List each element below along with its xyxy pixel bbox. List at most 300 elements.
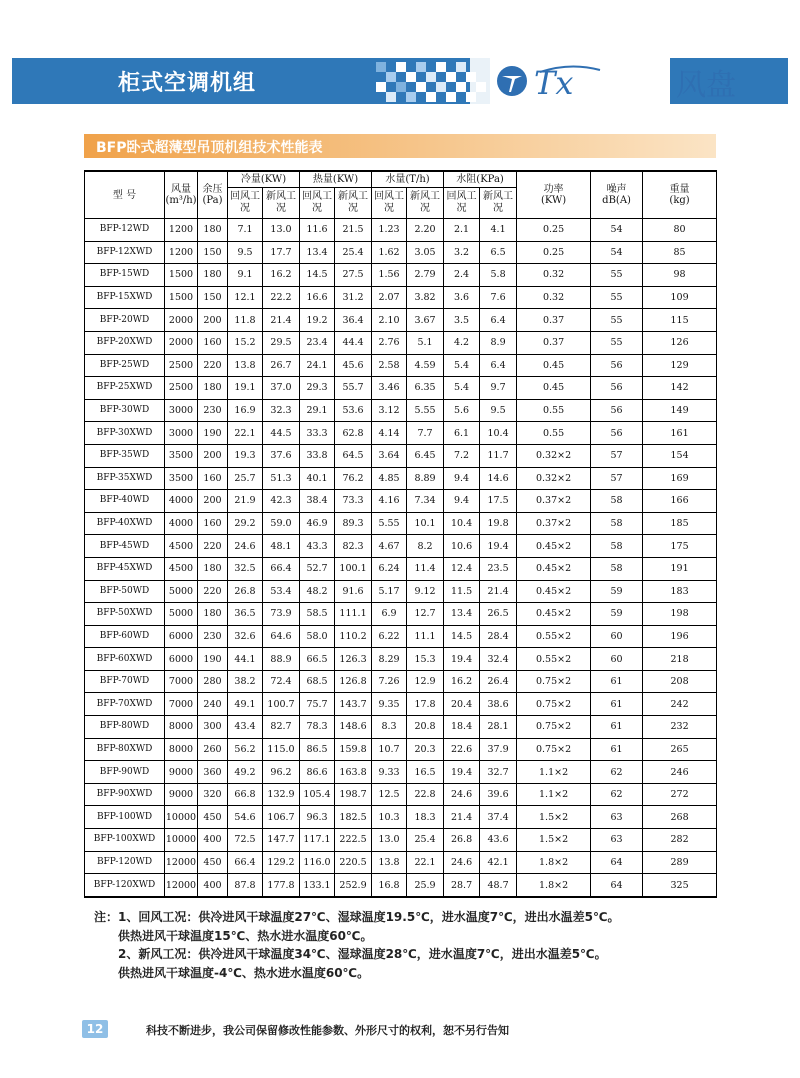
- subheader-fresh-air: 新风工况: [480, 188, 517, 219]
- table-cell: 6.4: [480, 354, 517, 377]
- table-cell: 16.9: [228, 399, 263, 422]
- table-cell: 9.1: [228, 264, 263, 287]
- subheader-fresh-air: 新风工况: [335, 188, 372, 219]
- table-cell: 252.9: [335, 874, 372, 897]
- header-water-resistance: 水阻(KPa): [444, 171, 517, 188]
- table-cell: 82.3: [335, 535, 372, 558]
- table-cell: 58.0: [300, 625, 335, 648]
- table-cell: 14.6: [480, 467, 517, 490]
- table-cell: 3.82: [407, 286, 444, 309]
- table-cell: 18.4: [444, 716, 480, 739]
- page-title: 柜式空调机组: [118, 71, 257, 96]
- table-cell: 64.6: [263, 625, 300, 648]
- header-power: 功率 (KW): [517, 171, 591, 219]
- table-cell: 23.4: [300, 331, 335, 354]
- table-cell: 91.6: [335, 580, 372, 603]
- table-cell: 272: [643, 783, 717, 806]
- table-cell: BFP-12XWD: [85, 241, 165, 264]
- table-cell: 5.8: [480, 264, 517, 287]
- table-cell: BFP-15WD: [85, 264, 165, 287]
- table-cell: 268: [643, 806, 717, 829]
- table-cell: 19.2: [300, 309, 335, 332]
- table-cell: 26.4: [480, 670, 517, 693]
- table-cell: 169: [643, 467, 717, 490]
- table-cell: 28.1: [480, 716, 517, 739]
- table-cell: 218: [643, 648, 717, 671]
- table-cell: 0.75×2: [517, 738, 591, 761]
- table-cell: 16.2: [263, 264, 300, 287]
- table-cell: 3500: [165, 444, 198, 467]
- table-cell: 111.1: [335, 603, 372, 626]
- table-cell: 0.37×2: [517, 512, 591, 535]
- table-cell: 7.34: [407, 490, 444, 513]
- header-water-flow: 水量(T/h): [372, 171, 444, 188]
- table-cell: 21.4: [480, 580, 517, 603]
- table-cell: 8.89: [407, 467, 444, 490]
- table-cell: 126.8: [335, 670, 372, 693]
- table-cell: 175: [643, 535, 717, 558]
- table-cell: 150: [198, 241, 228, 264]
- table-cell: 37.9: [480, 738, 517, 761]
- header-weight: 重量 (kg): [643, 171, 717, 219]
- table-cell: 9.4: [444, 467, 480, 490]
- table-cell: 8000: [165, 716, 198, 739]
- table-cell: 16.5: [407, 761, 444, 784]
- header-cooling: 冷量(KW): [228, 171, 300, 188]
- table-cell: 58.5: [300, 603, 335, 626]
- table-cell: 59: [591, 580, 643, 603]
- table-cell: 59.0: [263, 512, 300, 535]
- table-cell: 15.2: [228, 331, 263, 354]
- table-cell: 320: [198, 783, 228, 806]
- table-cell: 6000: [165, 648, 198, 671]
- table-cell: 0.45×2: [517, 557, 591, 580]
- table-cell: 5.55: [407, 399, 444, 422]
- table-row: [85, 309, 717, 332]
- table-row: [85, 286, 717, 309]
- table-cell: 191: [643, 557, 717, 580]
- table-cell: 180: [198, 264, 228, 287]
- table-cell: BFP-50WD: [85, 580, 165, 603]
- table-cell: 14.5: [300, 264, 335, 287]
- table-cell: 180: [198, 557, 228, 580]
- table-cell: 64: [591, 851, 643, 874]
- table-cell: 62: [591, 783, 643, 806]
- table-cell: 86.6: [300, 761, 335, 784]
- table-cell: 61: [591, 716, 643, 739]
- table-cell: 15.3: [407, 648, 444, 671]
- table-row: [85, 422, 717, 445]
- table-cell: 55: [591, 264, 643, 287]
- table-cell: 43.4: [228, 716, 263, 739]
- table-cell: 142: [643, 377, 717, 400]
- table-cell: 33.3: [300, 422, 335, 445]
- subheader-return-air: 回风工况: [228, 188, 263, 219]
- table-cell: 44.5: [263, 422, 300, 445]
- table-row: [85, 829, 717, 852]
- table-cell: 23.5: [480, 557, 517, 580]
- table-cell: 80: [643, 219, 717, 242]
- table-cell: 10.3: [372, 806, 407, 829]
- table-cell: 148.6: [335, 716, 372, 739]
- table-cell: 37.0: [263, 377, 300, 400]
- subheader-return-air: 回风工况: [300, 188, 335, 219]
- table-cell: 450: [198, 806, 228, 829]
- table-cell: 16.8: [372, 874, 407, 897]
- table-cell: 11.8: [228, 309, 263, 332]
- table-cell: 115.0: [263, 738, 300, 761]
- table-cell: 1.62: [372, 241, 407, 264]
- table-cell: 21.4: [263, 309, 300, 332]
- table-cell: 56: [591, 399, 643, 422]
- table-cell: 49.1: [228, 693, 263, 716]
- table-cell: 9.33: [372, 761, 407, 784]
- table-cell: 13.4: [300, 241, 335, 264]
- table-cell: 25.4: [335, 241, 372, 264]
- table-cell: 7.26: [372, 670, 407, 693]
- brand-logo-icon: [490, 54, 670, 108]
- table-cell: 11.1: [407, 625, 444, 648]
- table-cell: 29.3: [300, 377, 335, 400]
- table-row: [85, 670, 717, 693]
- table-cell: 133.1: [300, 874, 335, 897]
- table-cell: 38.6: [480, 693, 517, 716]
- table-cell: 13.0: [263, 219, 300, 242]
- table-cell: 7000: [165, 670, 198, 693]
- table-cell: BFP-100WD: [85, 806, 165, 829]
- table-cell: 64.5: [335, 444, 372, 467]
- table-cell: 126: [643, 331, 717, 354]
- table-cell: 18.3: [407, 806, 444, 829]
- spec-table: [84, 170, 717, 898]
- table-cell: 11.6: [300, 219, 335, 242]
- subheader-fresh-air: 新风工况: [407, 188, 444, 219]
- table-row: [85, 580, 717, 603]
- table-cell: 109: [643, 286, 717, 309]
- header-model: 型 号: [85, 171, 165, 219]
- table-cell: 36.4: [335, 309, 372, 332]
- table-cell: 0.32×2: [517, 467, 591, 490]
- table-cell: 56.2: [228, 738, 263, 761]
- subheader-return-air: 回风工况: [444, 188, 480, 219]
- table-cell: 61: [591, 693, 643, 716]
- table-cell: 51.3: [263, 467, 300, 490]
- table-cell: 196: [643, 625, 717, 648]
- table-cell: 72.4: [263, 670, 300, 693]
- table-cell: 180: [198, 219, 228, 242]
- table-cell: 4500: [165, 535, 198, 558]
- table-cell: 6.5: [480, 241, 517, 264]
- header-noise: 噪声 dB(A): [591, 171, 643, 219]
- table-cell: 40.1: [300, 467, 335, 490]
- table-cell: 159.8: [335, 738, 372, 761]
- table-cell: 100.7: [263, 693, 300, 716]
- table-row: [85, 535, 717, 558]
- table-cell: 21.9: [228, 490, 263, 513]
- table-cell: 10000: [165, 829, 198, 852]
- table-cell: 6.24: [372, 557, 407, 580]
- table-cell: 20.8: [407, 716, 444, 739]
- table-cell: 282: [643, 829, 717, 852]
- table-cell: 58: [591, 557, 643, 580]
- table-cell: 48.2: [300, 580, 335, 603]
- table-cell: 21.4: [444, 806, 480, 829]
- table-cell: 66.4: [263, 557, 300, 580]
- table-cell: 3.46: [372, 377, 407, 400]
- table-cell: 8.29: [372, 648, 407, 671]
- table-cell: BFP-120WD: [85, 851, 165, 874]
- table-cell: 26.8: [228, 580, 263, 603]
- table-cell: BFP-90XWD: [85, 783, 165, 806]
- table-cell: 19.4: [444, 648, 480, 671]
- table-cell: 56: [591, 354, 643, 377]
- table-cell: 44.1: [228, 648, 263, 671]
- table-cell: 9.5: [228, 241, 263, 264]
- table-cell: 100.1: [335, 557, 372, 580]
- table-cell: 198.7: [335, 783, 372, 806]
- table-cell: 8000: [165, 738, 198, 761]
- table-cell: 43.6: [480, 829, 517, 852]
- table-cell: 2.07: [372, 286, 407, 309]
- table-cell: 12.4: [444, 557, 480, 580]
- table-row: [85, 693, 717, 716]
- table-cell: 19.4: [444, 761, 480, 784]
- table-cell: 25.4: [407, 829, 444, 852]
- table-cell: 2.20: [407, 219, 444, 242]
- table-cell: 0.75×2: [517, 693, 591, 716]
- table-cell: 12000: [165, 874, 198, 897]
- table-cell: 9.12: [407, 580, 444, 603]
- table-row: [85, 557, 717, 580]
- table-cell: 24.6: [444, 783, 480, 806]
- table-cell: 9000: [165, 783, 198, 806]
- table-cell: 54.6: [228, 806, 263, 829]
- table-cell: 126.3: [335, 648, 372, 671]
- table-cell: 22.2: [263, 286, 300, 309]
- table-cell: 6.35: [407, 377, 444, 400]
- table-cell: 0.37×2: [517, 490, 591, 513]
- table-cell: 116.0: [300, 851, 335, 874]
- table-cell: BFP-60WD: [85, 625, 165, 648]
- table-row: [85, 264, 717, 287]
- table-cell: 4.2: [444, 331, 480, 354]
- table-cell: 25.9: [407, 874, 444, 897]
- table-cell: 3000: [165, 399, 198, 422]
- table-cell: 360: [198, 761, 228, 784]
- table-cell: 61: [591, 670, 643, 693]
- table-cell: 0.37: [517, 331, 591, 354]
- table-cell: 24.6: [444, 851, 480, 874]
- table-cell: 17.5: [480, 490, 517, 513]
- table-cell: 36.5: [228, 603, 263, 626]
- table-cell: 3.64: [372, 444, 407, 467]
- table-cell: 24.1: [300, 354, 335, 377]
- table-cell: 89.3: [335, 512, 372, 535]
- table-cell: 220: [198, 535, 228, 558]
- table-row: [85, 783, 717, 806]
- table-cell: 325: [643, 874, 717, 897]
- table-cell: 38.2: [228, 670, 263, 693]
- table-cell: 0.25: [517, 241, 591, 264]
- table-cell: 28.7: [444, 874, 480, 897]
- table-cell: 265: [643, 738, 717, 761]
- table-cell: 1.56: [372, 264, 407, 287]
- checker-pattern: [370, 58, 490, 104]
- table-cell: 61: [591, 738, 643, 761]
- table-cell: 161: [643, 422, 717, 445]
- table-cell: 0.25: [517, 219, 591, 242]
- table-cell: 200: [198, 490, 228, 513]
- table-cell: 9.7: [480, 377, 517, 400]
- table-cell: 1.8×2: [517, 874, 591, 897]
- table-cell: 190: [198, 648, 228, 671]
- table-cell: 55.7: [335, 377, 372, 400]
- table-cell: 58: [591, 512, 643, 535]
- table-cell: 11.4: [407, 557, 444, 580]
- table-cell: 66.4: [228, 851, 263, 874]
- note-line: 注：1、回风工况：供冷进风干球温度27℃、湿球温度19.5℃，进水温度7℃，进出水温差5℃。: [94, 910, 620, 924]
- table-cell: 52.7: [300, 557, 335, 580]
- table-cell: 4.14: [372, 422, 407, 445]
- table-cell: 1.1×2: [517, 783, 591, 806]
- table-cell: 73.9: [263, 603, 300, 626]
- table-cell: 1500: [165, 264, 198, 287]
- table-cell: 230: [198, 625, 228, 648]
- table-cell: BFP-60XWD: [85, 648, 165, 671]
- table-cell: 42.1: [480, 851, 517, 874]
- table-cell: 0.55: [517, 399, 591, 422]
- table-cell: 44.4: [335, 331, 372, 354]
- table-cell: 63: [591, 806, 643, 829]
- table-cell: 185: [643, 512, 717, 535]
- table-cell: 190: [198, 422, 228, 445]
- table-cell: BFP-45WD: [85, 535, 165, 558]
- table-cell: 6.1: [444, 422, 480, 445]
- table-row: [85, 354, 717, 377]
- table-cell: 26.7: [263, 354, 300, 377]
- table-cell: 33.8: [300, 444, 335, 467]
- table-cell: 240: [198, 693, 228, 716]
- table-row: [85, 377, 717, 400]
- table-cell: 1.23: [372, 219, 407, 242]
- table-cell: 86.5: [300, 738, 335, 761]
- table-cell: BFP-20XWD: [85, 331, 165, 354]
- table-cell: 9000: [165, 761, 198, 784]
- note-line: 供热进风干球温度15℃、热水进水温度60℃。: [118, 928, 373, 943]
- table-cell: 129.2: [263, 851, 300, 874]
- table-cell: 19.1: [228, 377, 263, 400]
- table-cell: 180: [198, 603, 228, 626]
- table-cell: 11.5: [444, 580, 480, 603]
- table-cell: 27.5: [335, 264, 372, 287]
- table-cell: 56: [591, 422, 643, 445]
- table-cell: 26.5: [480, 603, 517, 626]
- table-cell: 10.1: [407, 512, 444, 535]
- table-row: [85, 444, 717, 467]
- table-cell: 0.45: [517, 354, 591, 377]
- table-cell: BFP-70WD: [85, 670, 165, 693]
- table-cell: 2.58: [372, 354, 407, 377]
- table-cell: BFP-90WD: [85, 761, 165, 784]
- table-cell: 20.4: [444, 693, 480, 716]
- table-cell: 43.3: [300, 535, 335, 558]
- table-cell: 1500: [165, 286, 198, 309]
- table-cell: BFP-80XWD: [85, 738, 165, 761]
- table-cell: 10.4: [480, 422, 517, 445]
- table-cell: 7000: [165, 693, 198, 716]
- table-cell: 166: [643, 490, 717, 513]
- table-row: [85, 625, 717, 648]
- table-cell: BFP-20WD: [85, 309, 165, 332]
- table-cell: 198: [643, 603, 717, 626]
- table-cell: 14.5: [444, 625, 480, 648]
- table-cell: 2500: [165, 377, 198, 400]
- table-cell: 3.67: [407, 309, 444, 332]
- note-line: 供热进风干球温度-4℃、热水进水温度60℃。: [118, 965, 370, 980]
- table-cell: 68.5: [300, 670, 335, 693]
- table-cell: 2.4: [444, 264, 480, 287]
- table-cell: 7.7: [407, 422, 444, 445]
- table-cell: 3.6: [444, 286, 480, 309]
- table-cell: 180: [198, 377, 228, 400]
- subheader-return-air: 回风工况: [372, 188, 407, 219]
- table-cell: 0.32: [517, 286, 591, 309]
- table-cell: 10.4: [444, 512, 480, 535]
- table-cell: 6000: [165, 625, 198, 648]
- table-row: [85, 490, 717, 513]
- table-cell: 49.2: [228, 761, 263, 784]
- table-cell: 0.32×2: [517, 444, 591, 467]
- table-cell: 24.6: [228, 535, 263, 558]
- table-cell: 177.8: [263, 874, 300, 897]
- table-cell: 129: [643, 354, 717, 377]
- table-cell: BFP-12WD: [85, 219, 165, 242]
- table-cell: 57: [591, 444, 643, 467]
- table-cell: 20.3: [407, 738, 444, 761]
- table-row: [85, 648, 717, 671]
- table-cell: 4.67: [372, 535, 407, 558]
- table-cell: 56: [591, 377, 643, 400]
- table-cell: 75.7: [300, 693, 335, 716]
- table-cell: 7.1: [228, 219, 263, 242]
- table-cell: 0.55×2: [517, 648, 591, 671]
- table-cell: 220.5: [335, 851, 372, 874]
- table-cell: 48.1: [263, 535, 300, 558]
- table-cell: 54: [591, 219, 643, 242]
- table-cell: 46.9: [300, 512, 335, 535]
- table-cell: 182.5: [335, 806, 372, 829]
- logo-text: Tx: [534, 64, 574, 102]
- table-cell: 96.3: [300, 806, 335, 829]
- table-cell: 160: [198, 467, 228, 490]
- table-cell: 17.7: [263, 241, 300, 264]
- table-cell: 143.7: [335, 693, 372, 716]
- table-cell: 32.7: [480, 761, 517, 784]
- table-cell: 22.8: [407, 783, 444, 806]
- table-cell: BFP-50XWD: [85, 603, 165, 626]
- table-cell: 300: [198, 716, 228, 739]
- table-cell: 63: [591, 829, 643, 852]
- table-cell: 38.4: [300, 490, 335, 513]
- table-cell: 8.3: [372, 716, 407, 739]
- table-cell: BFP-25XWD: [85, 377, 165, 400]
- table-cell: 0.45×2: [517, 580, 591, 603]
- table-cell: 13.8: [228, 354, 263, 377]
- table-cell: 2500: [165, 354, 198, 377]
- table-cell: 37.6: [263, 444, 300, 467]
- table-cell: 5.1: [407, 331, 444, 354]
- note-line: 2、新风工况：供冷进风干球温度34℃、湿球温度28℃，进水温度7℃，进出水温差5℃。: [118, 947, 607, 961]
